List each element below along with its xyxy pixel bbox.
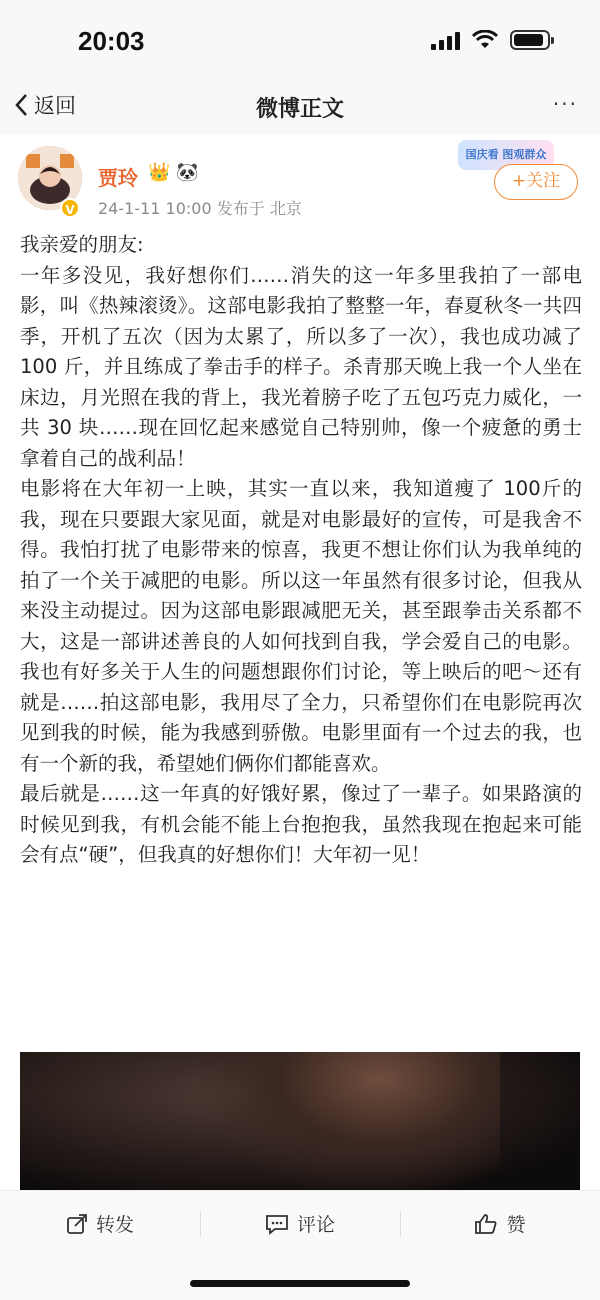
status-icons <box>431 30 550 50</box>
panda-icon: 🐼 <box>176 162 199 183</box>
page-title: 微博正文 <box>255 97 344 122</box>
status-time: 20:03 <box>78 26 145 56</box>
crown-icon: 👑 <box>148 162 171 183</box>
photo-content <box>200 1052 500 1192</box>
post-image[interactable] <box>20 1052 580 1192</box>
signal-icon <box>431 30 460 50</box>
battery-fill <box>514 34 543 46</box>
like-label: 赞 <box>506 1214 526 1236</box>
wifi-icon <box>472 30 498 50</box>
post-paragraph: 最后就是……这一年真的好饿好累，像过了一辈子。如果路演的时候见到我，有机会能不能上台抱抱我，虽然我现在抱起来可能会有点“硬”，但我真的好想你们！大年初一见！ <box>20 782 582 866</box>
share-label: 转发 <box>95 1214 134 1236</box>
share-icon <box>66 1213 88 1235</box>
battery-icon <box>510 30 550 50</box>
post-paragraph: 电影将在大年初一上映，其实一直以来，我知道瘦了 100斤的我，现在只要跟大家见面，就是对电影最好的宣传，可是我舍不得。我怕打扰了电影带来的惊喜，我更不想让你们认为我单纯的拍了一个关于减肥的电影。所以这一年虽然有很多讨论，但我从来没主动提过。因为这部电影跟减肥无关，甚至跟拳击关系都不大，这是一部讲述善良的人如何找到自我，学会爱自己的电影。我也有好多关于人生的问题想跟你们讨论，等上映后的吧～还有就是……拍这部电影，我用尽了全力，只希望你们在电影院再次见到我的时候，能为我感到骄傲。电影里面有一个过去的我，也有一个新的我，希望她们俩你们都能喜欢。 <box>20 477 582 775</box>
like-icon <box>474 1213 498 1235</box>
comment-label: 评论 <box>296 1214 335 1236</box>
more-options-button[interactable]: ··· <box>552 92 578 116</box>
like-button[interactable] <box>400 1191 600 1256</box>
bottom-safe-area <box>0 1256 600 1300</box>
post-meta: 24-1-11 10:00 发布于 北京 <box>98 199 302 218</box>
comment-icon <box>265 1213 289 1235</box>
promo-badge[interactable]: 国庆看 图观群众 <box>458 140 554 170</box>
verified-badge: V <box>60 198 80 218</box>
post-header <box>0 134 600 226</box>
comment-button[interactable] <box>200 1191 400 1256</box>
user-badges <box>148 162 199 183</box>
share-button[interactable] <box>0 1191 200 1256</box>
post-paragraph: 一年多没见，我好想你们……消失的这一年多里我拍了一部电影，叫《热辣滚烫》。这部电影我拍了整整一年，春夏秋冬一共四季，开机了五次（因为太累了，所以多了一次），我也成功减了 100 斤，并且练成了拳击手的样子。杀青那天晚上我一个人坐在床边，月光照在我的背上，我光着膀子吃了五包巧克力威化，一共 30 块……现在回忆起来感觉自己特别帅，像一个疲惫的勇士拿着自己的战利品！ <box>20 263 582 470</box>
action-bar <box>0 1190 600 1256</box>
post-body <box>20 230 582 871</box>
status-bar <box>0 0 600 80</box>
username[interactable]: 贾玲 <box>98 166 138 190</box>
nav-bar <box>0 80 600 134</box>
home-indicator <box>190 1280 410 1287</box>
follow-button[interactable]: +关注 <box>494 164 578 200</box>
back-label: 返回 <box>34 94 76 118</box>
post-paragraph: 我亲爱的朋友: <box>20 233 144 256</box>
